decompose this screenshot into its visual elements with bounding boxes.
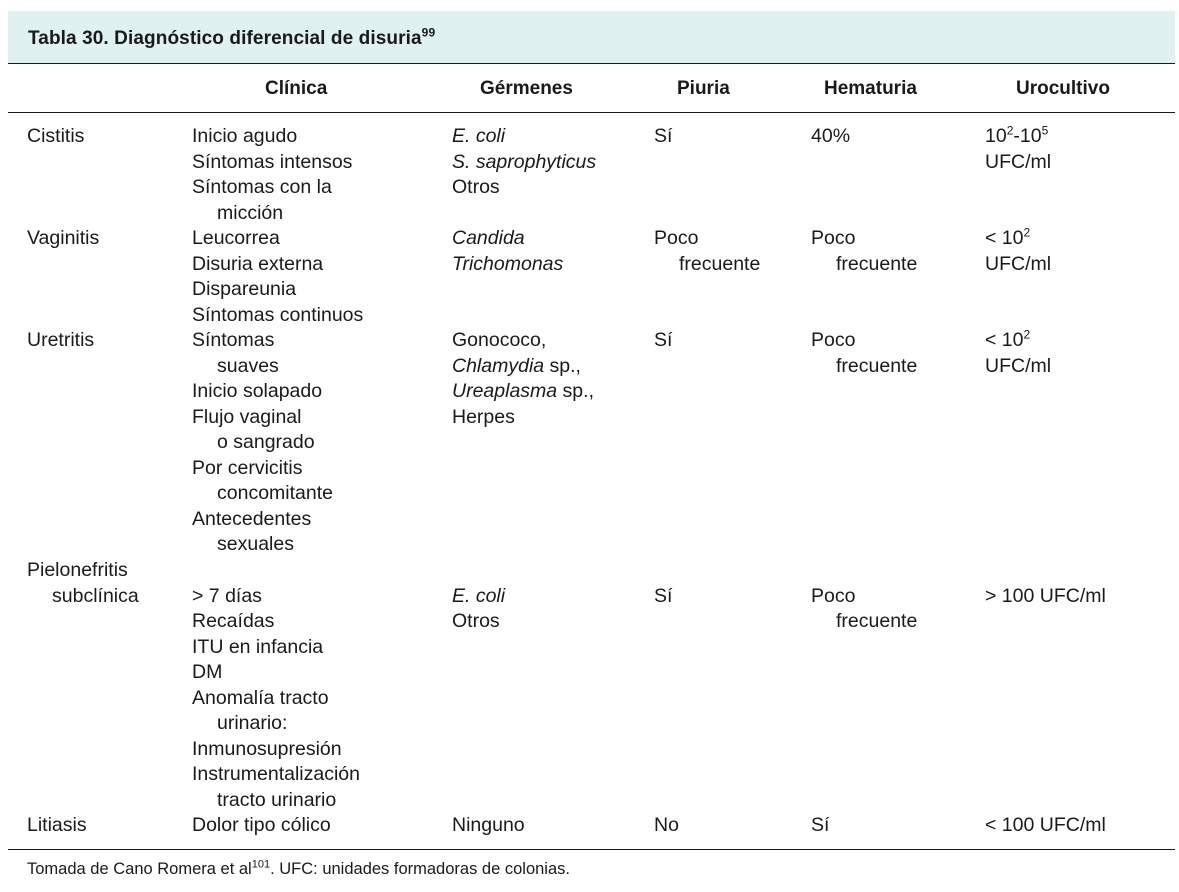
germenes-vaginitis (452, 226, 563, 277)
cell-line: > 7 días (192, 584, 262, 607)
header-urocultivo: Urocultivo (1016, 78, 1110, 99)
cell-line: Recaídas (192, 610, 275, 632)
germenes-uretritis (452, 328, 594, 430)
piuria-vaginitis (654, 226, 760, 277)
cell-line: concomitante (217, 482, 333, 504)
cell-line: UFC/ml (985, 150, 1052, 173)
urocultivo-vaginitis (985, 226, 1051, 277)
cell-line: Sí (811, 814, 830, 836)
cell-line: Vaginitis (27, 227, 100, 249)
hematuria-pielonefritis (811, 584, 917, 635)
cell-line: ITU en infancia (192, 635, 324, 658)
cell-line: Ureaplasma sp., (452, 380, 594, 402)
cell-line: Inicio agudo (192, 125, 298, 147)
cell-line: Disuria externa (192, 252, 324, 275)
cell-line: UFC/ml (985, 252, 1052, 275)
header-germenes: Gérmenes (480, 78, 573, 99)
hematuria-cistitis (811, 124, 850, 150)
cell-line: > 100 UFC/ml (985, 584, 1106, 607)
cell-line: Sí (654, 584, 673, 607)
cell-line: 40% (811, 125, 851, 147)
cell-line: Pielonefritis (27, 559, 128, 581)
cell-line: Por cervicitis (192, 456, 303, 479)
cell-line: tracto urinario (217, 788, 337, 811)
cell-line: Instrumentalización (192, 763, 360, 785)
clinica-cistitis (192, 124, 352, 226)
cell-line: Cistitis (27, 125, 85, 147)
cell-line: Otros (452, 610, 500, 632)
cell-line: subclínica (52, 584, 139, 607)
table-footnote: Tomada de Cano Romera et $al^{101}$. UFC: unidades formadoras de colonias. (27, 858, 570, 878)
header-piuria: Piuria (677, 78, 730, 99)
cell-line: sexuales (217, 533, 294, 555)
table-title-bar (8, 11, 1175, 64)
cell-line: E. coli (452, 584, 506, 607)
cell-line: No (654, 814, 679, 836)
cell-line: Dispareunia (192, 278, 297, 300)
cell-line: Sí (654, 125, 673, 147)
bottom-rule (8, 849, 1175, 850)
row-label-uretritis (27, 328, 94, 354)
cell-line: < $10^2$ (985, 327, 1031, 351)
cell-line: o sangrado (217, 431, 315, 453)
cell-line: Candida (452, 227, 525, 249)
table-title: Tabla 30. Diagnóstico diferencial de disuria$^{99}$ (28, 25, 436, 49)
cell-line: $10^2-10^5$ (985, 123, 1049, 147)
cell-line: Poco (654, 227, 699, 249)
cell-line: S. saprophyticus (452, 150, 597, 173)
cell-line: frecuente (836, 354, 918, 377)
cell-line: Ninguno (452, 814, 525, 836)
urocultivo-litiasis (985, 813, 1106, 839)
cell-line: frecuente (836, 610, 918, 632)
cell-line: Trichomonas (452, 252, 564, 275)
cell-line: E. coli (452, 125, 506, 147)
clinica-litiasis (192, 813, 331, 839)
clinica-uretritis (192, 328, 333, 558)
cell-line: Litiasis (27, 814, 87, 836)
cell-line: Leucorrea (192, 227, 280, 249)
cell-line: Inmunosupresión (192, 737, 342, 760)
cell-line: Dolor tipo cólico (192, 814, 331, 836)
cell-line: DM (192, 661, 223, 683)
cell-line: frecuente (836, 252, 918, 275)
cell-line: Flujo vaginal (192, 405, 302, 428)
row-label-cistitis (27, 124, 84, 150)
piuria-uretritis (654, 328, 672, 354)
piuria-litiasis (654, 813, 679, 839)
germenes-cistitis (452, 124, 596, 201)
cell-line: Inicio solapado (192, 380, 323, 402)
cell-line: micción (217, 201, 284, 224)
cell-line: < 100 UFC/ml (985, 814, 1106, 836)
cell-line: < $10^2$ (985, 225, 1031, 249)
header-rule (8, 112, 1175, 113)
cell-line: Chlamydia sp., (452, 354, 581, 377)
title-reference: 99 (421, 25, 436, 40)
cell-line: UFC/ml (985, 354, 1052, 377)
header-hematuria: Hematuria (824, 78, 917, 99)
germenes-litiasis (452, 813, 525, 839)
hematuria-litiasis (811, 813, 829, 839)
cell-line: Uretritis (27, 329, 95, 351)
hematuria-vaginitis (811, 226, 917, 277)
clinica-pielonefritis (192, 584, 360, 814)
cell-line: Síntomas intensos (192, 150, 353, 173)
row-label-vaginitis (27, 226, 99, 252)
clinica-vaginitis (192, 226, 363, 328)
urocultivo-pielonefritis (985, 584, 1106, 610)
cell-line: Síntomas (192, 329, 275, 351)
cell-line: Sí (654, 329, 673, 351)
urocultivo-uretritis (985, 328, 1051, 379)
cell-line: Gonococo, (452, 329, 547, 351)
piuria-pielonefritis (654, 584, 672, 610)
cell-line: Poco (811, 329, 856, 351)
cell-line: Síntomas con la (192, 176, 332, 198)
cell-line: Antecedentes (192, 507, 312, 530)
cell-line: Herpes (452, 405, 515, 428)
row-label-pielonefritis (27, 558, 139, 609)
hematuria-uretritis (811, 328, 917, 379)
cell-line: Poco (811, 227, 856, 249)
cell-line: Síntomas continuos (192, 303, 364, 326)
cell-line: frecuente (679, 252, 761, 275)
piuria-cistitis (654, 124, 672, 150)
cell-line: urinario: (217, 712, 288, 734)
cell-line: suaves (217, 354, 279, 377)
cell-line: Anomalía tracto (192, 686, 329, 709)
cell-line: Poco (811, 584, 856, 607)
header-clinica: Clínica (265, 78, 328, 99)
row-label-litiasis (27, 813, 87, 839)
cell-line: Otros (452, 176, 500, 198)
urocultivo-cistitis (985, 124, 1051, 175)
germenes-pielonefritis (452, 584, 505, 635)
